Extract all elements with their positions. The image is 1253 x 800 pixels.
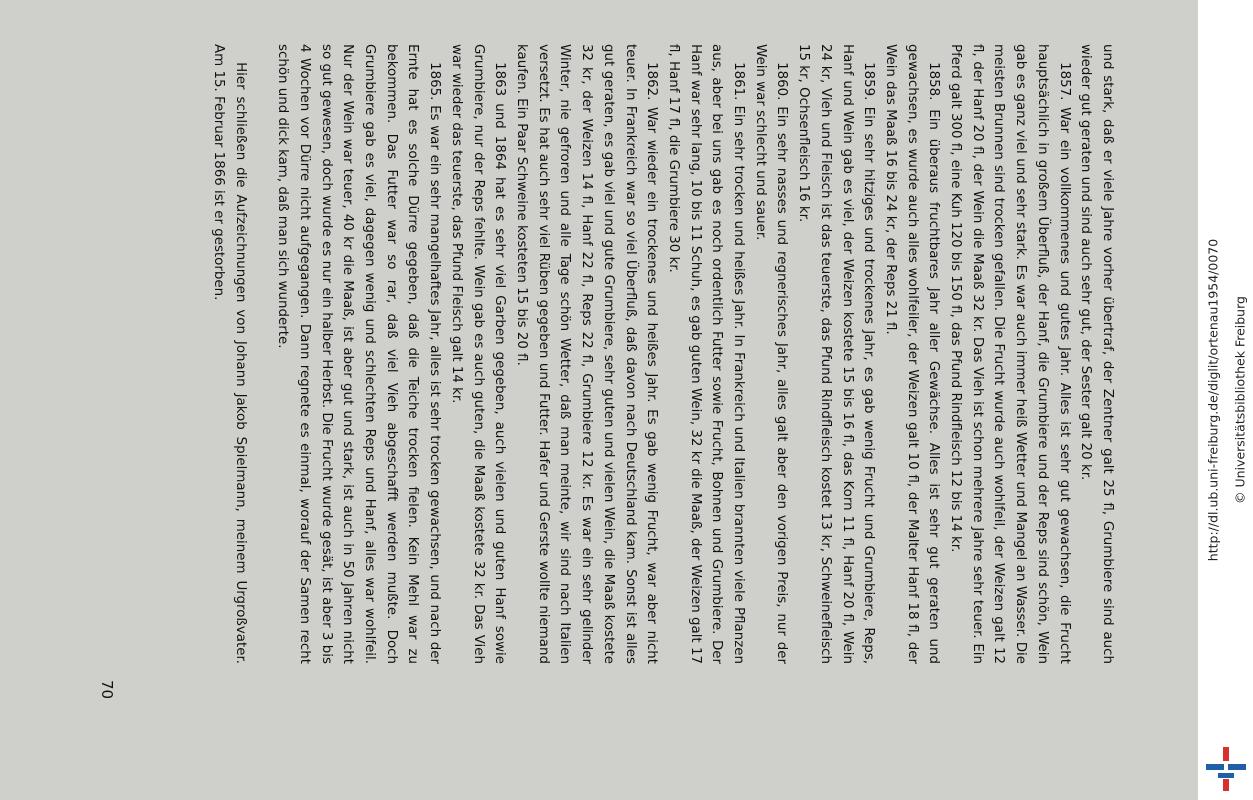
paragraph-1863-1864: 1863 und 1864 hat es sehr viel Garben gegeben, auch vielen und guten Hanf sowie Grumbiere, nur der Reps fehlte. Wein gab es auch guten, die Maaß kostete 32 kr. Das Vieh war wieder das teuerste, das Pfund Fleisch galt 14 kr. [448, 44, 508, 664]
paragraph-1865: 1865. Es war ein sehr mangelhaftes Jahr, alles ist sehr trocken gewachsen, und nach der Ernte hat es solche Dürre gegeben, daß die Teiche trocken fielen. Kein Mehl war zu bekommen. Das Futter war so rar, daß viel Vieh abgeschafft werden mußte. Doch Grumbiere gab es viel, dagegen wenig und schlechten Reps und Hanf, alles war wohlfeil. Nur der Wein war teuer, 40 kr die Maaß, ist aber gut und stark, ist auch in 50 Jahren nicht so gut gewesen, doch wurde es nur ein halber Herbst. Die Frucht wurde gesät, ist aber 3 bis 4 Wochen vor Dürre nicht aufgegangen. Dann regnete es einmal, worauf der Samen recht schön und dick kam, daß man sich wunderte. [275, 44, 443, 664]
body-text [207, 44, 1118, 664]
logo-bar-red-top [1223, 747, 1229, 761]
paragraph-1861: 1861. Ein sehr trocken und heißes Jahr. In Frankreich und Italien brannten viele Pflanzen aus, aber bei uns gab es noch ordentlich Futter sowie Frucht, Bohnen und Grumbiere. Der Hanf war sehr lang, 10 bis 11 Schuh, es gab guten Wein, 32 kr die Maaß, der Weizen galt 17 fl, Hanf 17 fl, die Grumbiere 30 kr. [665, 44, 747, 664]
paragraph-continuation: und stark, daß er viele Jahre vorher übertraf, der Zentner galt 25 fl, Grumbiere sind auch wieder gut geraten und sind auch sehr gut, der Sester galt 20 kr. [1078, 44, 1115, 664]
library-logo-icon [1204, 747, 1248, 791]
source-url[interactable]: http://dl.ub.uni-freiburg.de/diglit/ortenau1954/0070 [1205, 238, 1221, 562]
logo-bar-blue-mid [1218, 773, 1234, 778]
paragraph-1859: 1859. Ein sehr hitziges und trockenes Jahr, es gab wenig Frucht und Grumbiere, Reps, Hanf und Wein gab es viel, der Weizen kostete 15 bis 16 fl, das Korn 11 fl, Hanf 20 fl, Wein 24 kr, Vieh und Fleisch ist das teuerste, das Pfund Rindfleisch kostet 13 kr, Schweinefleisch 15 kr, Ochsenfleisch 16 kr. [796, 44, 877, 664]
paragraph-1857: 1857. War ein vollkommenes und gutes Jahr. Alles ist sehr gut gewachsen, die Frucht hauptsächlich in großem Überfluß, der Hanf, die Grumbiere und der Reps sind schön, Wein gab es ganz viel und sehr stark. Es war auch immer heiß Wetter und Mangel an Wasser. Die meisten Brunnen sind trocken gefallen. Die Frucht wurde auch wohlfeil, der Weizen galt 12 fl, der Hanf 20 fl, der Wein die Maaß 32 kr. Das Vieh ist schon mehrere Jahre sehr teuer. Ein Pferd galt 300 fl, eine Kuh 120 bis 150 fl, das Pfund Rindfleisch 12 bis 14 kr. [948, 44, 1072, 664]
logo-bar-blue-right [1228, 764, 1246, 770]
paragraph-1858: 1858. Ein überaus fruchtbares Jahr aller Gewächse. Alles ist sehr gut geraten und gewachsen, es wurde auch alles wohlfeiler, der Weizen galt 10 fl, der Malter Hanf 18 fl, der Wein das Maaß 16 bis 24 kr, der Reps 21 fl. [882, 44, 942, 664]
copyright-notice: © Universitätsbibliothek Freiburg [1232, 296, 1248, 504]
page-number: 70 [98, 680, 116, 700]
logo-bar-red-bottom [1223, 779, 1229, 791]
paragraph-1862: 1862. War wieder ein trockenes und heißes Jahr. Es gab wenig Frucht, war aber nicht teuer. In Frankreich war so viel Überfluß, daß davon nach Deutschland kam. Sonst ist alles gut geraten, es gab viel und gute Grumbiere, sehr guten und vielen Wein, die Maaß kostete 32 kr, der Weizen 14 fl, Hanf 22 fl, Reps 22 fl, Grumbiere 12 kr. Es war ein sehr gelinder Winter, nie gefroren und alle Tage schön Wetter, daß man meinte, wir sind nach Italien versetzt. Es hat auch sehr viel Rüben gegeben und Futter. Hafer und Gerste wollte niemand kaufen. Ein Paar Schweine kosteten 15 bis 20 fl. [514, 44, 660, 664]
paragraph-1860: 1860. Ein sehr nasses und regnerisches Jahr, alles galt aber den vorigen Preis, nur der Wein war schlecht und sauer. [752, 44, 790, 664]
logo-bar-blue-left [1206, 764, 1224, 770]
paragraph-closing-note: Hier schließen die Aufzeichnungen von Johann Jakob Spielmann, meinem Urgroßvater. Am 15. Februar 1866 ist er gestorben. [210, 44, 248, 664]
